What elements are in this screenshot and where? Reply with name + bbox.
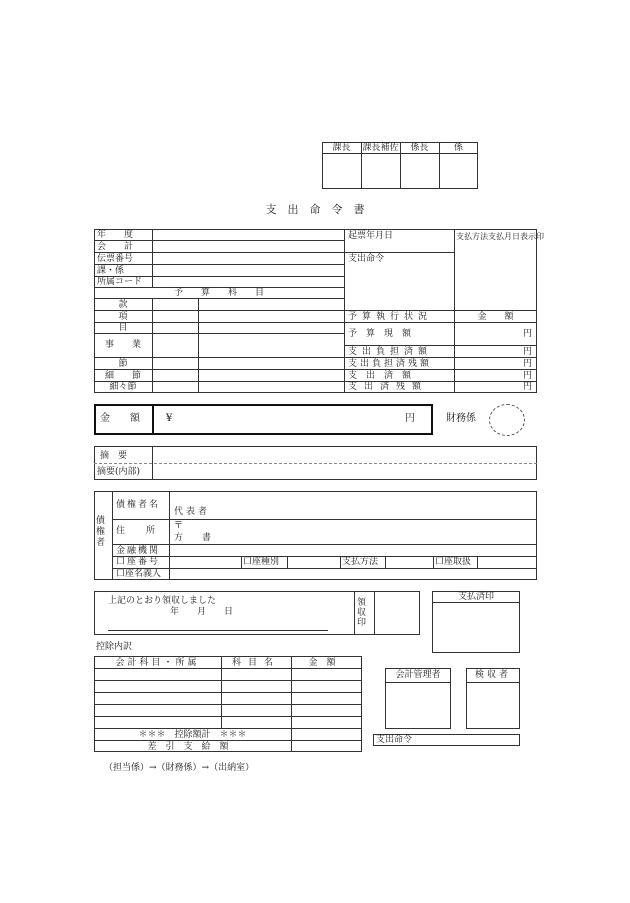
payment-method-stamp-label: 支払方法支払月日表示印: [456, 232, 544, 241]
creditor-side-label: 債権者: [96, 516, 106, 548]
housing-label: 方 書: [174, 533, 217, 543]
account-type-label: 口座種別: [243, 557, 280, 567]
row-label-year: 年 度: [97, 230, 134, 240]
row-label-code: 所属コード: [97, 277, 143, 287]
budget-item: 項: [118, 312, 128, 322]
postal-mark: 〒: [174, 521, 184, 531]
deduction-header: 会計科目・所属: [115, 658, 200, 668]
receipt-date: 年 月 日: [170, 607, 234, 617]
status-row: 支出負担済残額: [348, 359, 433, 369]
status-row: 予算現額: [348, 329, 421, 339]
yen-unit: 円: [523, 371, 533, 381]
payment-method-label: 支払方法: [342, 557, 379, 567]
draft-date-label: 起票年月日: [348, 231, 394, 241]
budget-item: 細 節: [104, 371, 141, 381]
bank-label: 金融機関: [116, 546, 161, 556]
account-holder-label: 口座名義人: [116, 569, 162, 579]
paid-stamp-label: 支払済印: [457, 592, 494, 602]
expense-order-label: 支出命令: [348, 254, 385, 264]
status-amount-header: 金 額: [477, 312, 514, 322]
deduction-title: 控除内訳: [96, 642, 133, 652]
deduction-header: 金額: [308, 658, 345, 668]
status-row: 支出済残額: [348, 382, 429, 392]
yen-sign: ¥: [166, 413, 173, 424]
finance-label: 財務係: [446, 413, 476, 424]
expense-order-bottom-label: 支出命令: [376, 735, 413, 745]
approval-header: 係: [453, 143, 463, 153]
accounting-manager-label: 会計管理者: [395, 670, 441, 680]
budget-header: 予 算 科 目: [173, 288, 264, 298]
yen-unit: 円: [523, 347, 533, 357]
summary-label: 摘 要: [100, 451, 128, 461]
receipt-seal-label: 領収印: [357, 598, 367, 628]
status-row: 支出負担済額: [348, 347, 433, 357]
receipt-text: 上記のとおり領収しました: [108, 596, 217, 606]
representative-label: 代表者: [174, 507, 211, 517]
deduction-header: 科目名: [231, 658, 280, 668]
budget-item: 目: [118, 323, 128, 333]
account-number-label: 口座番号: [116, 557, 161, 567]
amount-unit: 円: [405, 413, 415, 424]
creditor-name-label: 債権者名: [116, 500, 161, 510]
page-title: 支 出 命 令 書: [265, 203, 365, 216]
finance-seal-circle: [489, 404, 525, 436]
row-label-voucher: 伝票番号: [97, 254, 134, 264]
row-label-section: 課・係: [97, 266, 125, 276]
budget-item: 款: [118, 300, 128, 310]
approval-header: 係長: [410, 143, 429, 153]
row-label-account: 会 計: [97, 242, 134, 252]
status-row: 支出済額: [348, 371, 421, 381]
yen-unit: 円: [523, 359, 533, 369]
status-header: 予算執行状況: [348, 312, 433, 322]
budget-item: 節: [118, 359, 128, 369]
amount-label: 金 額: [100, 413, 140, 424]
budget-item: 細々節: [109, 382, 137, 392]
deduction-total-label: ＊＊＊ 控除額計 ＊＊＊: [138, 730, 247, 740]
account-handling-label: 口座取扱: [435, 557, 472, 567]
inspector-label: 検収者: [474, 670, 511, 680]
budget-item: 事 業: [104, 340, 141, 350]
approval-header: 課長補佐: [362, 143, 399, 153]
yen-unit: 円: [523, 329, 533, 339]
approval-header: 課長: [332, 143, 351, 153]
yen-unit: 円: [523, 382, 533, 392]
address-label: 住 所: [116, 526, 162, 536]
process-flow: （担当係）→（財務係）→（出納室）: [104, 763, 255, 773]
net-payment-label: 差引支給額: [147, 742, 238, 752]
summary-internal-label: 摘要(内部): [97, 467, 141, 477]
